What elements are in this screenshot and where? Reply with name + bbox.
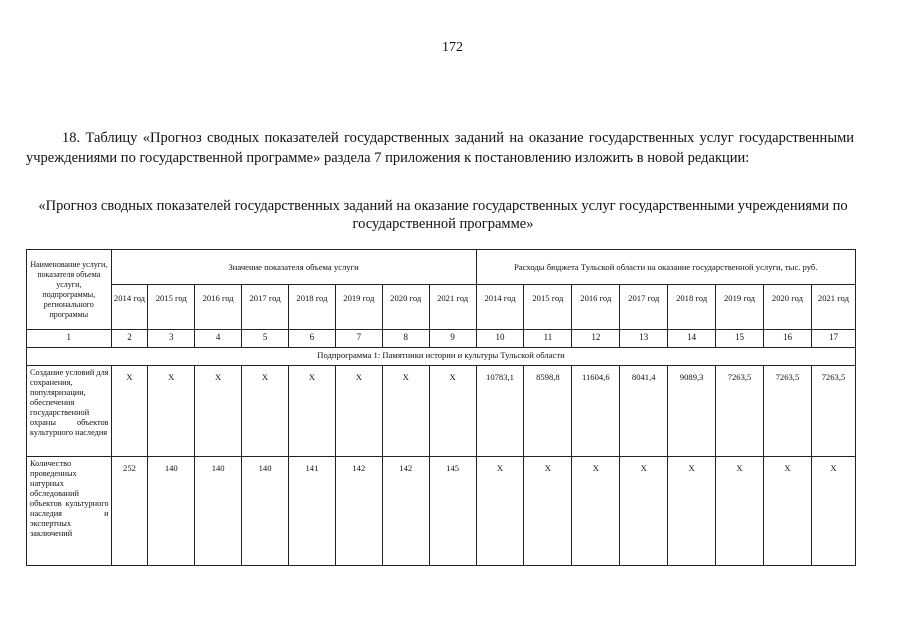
row-value: Х [668,457,716,566]
row-value: 142 [382,457,429,566]
header-year: 2016 год [572,285,620,330]
column-number: 10 [476,330,524,348]
row-value: Х [572,457,620,566]
column-number: 3 [148,330,195,348]
header-year: 2019 год [716,285,764,330]
column-number: 9 [429,330,476,348]
header-year: 2021 год [429,285,476,330]
column-number: 16 [763,330,811,348]
column-number: 14 [668,330,716,348]
header-group-expenses: Расходы бюджета Тульской области на оказание государственной услуги, тыс. руб. [476,250,855,285]
table-row [27,366,856,457]
row-value: Х [382,366,429,457]
header-year: 2016 год [195,285,242,330]
column-number: 15 [716,330,764,348]
row-value: 140 [242,457,289,566]
header-year: 2014 год [476,285,524,330]
column-number: 4 [195,330,242,348]
row-value: Х [111,366,148,457]
header-year: 2015 год [148,285,195,330]
column-number: 6 [288,330,335,348]
header-year: 2018 год [668,285,716,330]
row-value: Х [716,457,764,566]
intro-paragraph: 18. Таблицу «Прогноз сводных показателей государственных заданий на оказание государственных услуг государственными учреждениями по государственной программе» раздела 7 приложения к постановлению изложить в новой редакции: [26,130,854,166]
header-row-groups [27,250,856,285]
row-value: 8598,8 [524,366,572,457]
subprogram-row [27,348,856,366]
column-number: 12 [572,330,620,348]
header-year: 2020 год [382,285,429,330]
row-value: Х [476,457,524,566]
column-number: 13 [620,330,668,348]
row-value: 252 [111,457,148,566]
header-group-volume: Значение показателя объема услуги [111,250,476,285]
row-value: Х [242,366,289,457]
header-year: 2017 год [242,285,289,330]
forecast-table [26,249,856,566]
header-year: 2020 год [763,285,811,330]
row-value: 11604,6 [572,366,620,457]
column-number: 17 [811,330,855,348]
header-year: 2019 год [335,285,382,330]
row-value: 141 [288,457,335,566]
row-value: Х [148,366,195,457]
header-year: 2018 год [288,285,335,330]
header-year: 2017 год [620,285,668,330]
subprogram-title: Подпрограмма 1: Памятники истории и культуры Тульской области [27,348,856,366]
row-value: Х [620,457,668,566]
column-number: 8 [382,330,429,348]
row-value: 7263,5 [811,366,855,457]
row-value: 140 [195,457,242,566]
row-value: Х [763,457,811,566]
header-row-years [27,285,856,330]
table-title: «Прогноз сводных показателей государственных заданий на оказание государственных услуг государственными учреждениями по государственной программе» [38,198,848,232]
row-value: 8041,4 [620,366,668,457]
column-number-row [27,330,856,348]
table-row [27,457,856,566]
column-number: 1 [27,330,112,348]
row-value: 10783,1 [476,366,524,457]
row-value: Х [524,457,572,566]
row-value: Х [429,366,476,457]
row-value: Х [811,457,855,566]
column-number: 11 [524,330,572,348]
row-value: 142 [335,457,382,566]
page-number: 172 [442,40,463,55]
header-year: 2021 год [811,285,855,330]
row-name: Создание условий для сохранения, популяризации, обеспечения государственной охраны объектов культурного наследия [27,366,112,457]
row-value: 140 [148,457,195,566]
row-value: Х [288,366,335,457]
row-value: 7263,5 [716,366,764,457]
row-value: 9089,3 [668,366,716,457]
header-year: 2015 год [524,285,572,330]
row-value: Х [335,366,382,457]
row-value: 145 [429,457,476,566]
header-year: 2014 год [111,285,148,330]
column-number: 2 [111,330,148,348]
header-name-cell: Наименование услуги, показателя объема услуги, подпрограммы, регионального программы [27,250,112,330]
row-name: Количество проведенных натурных обследований объектов культурного наследия и экспертных заключений [27,457,112,566]
column-number: 5 [242,330,289,348]
column-number: 7 [335,330,382,348]
row-value: 7263,5 [763,366,811,457]
row-value: Х [195,366,242,457]
